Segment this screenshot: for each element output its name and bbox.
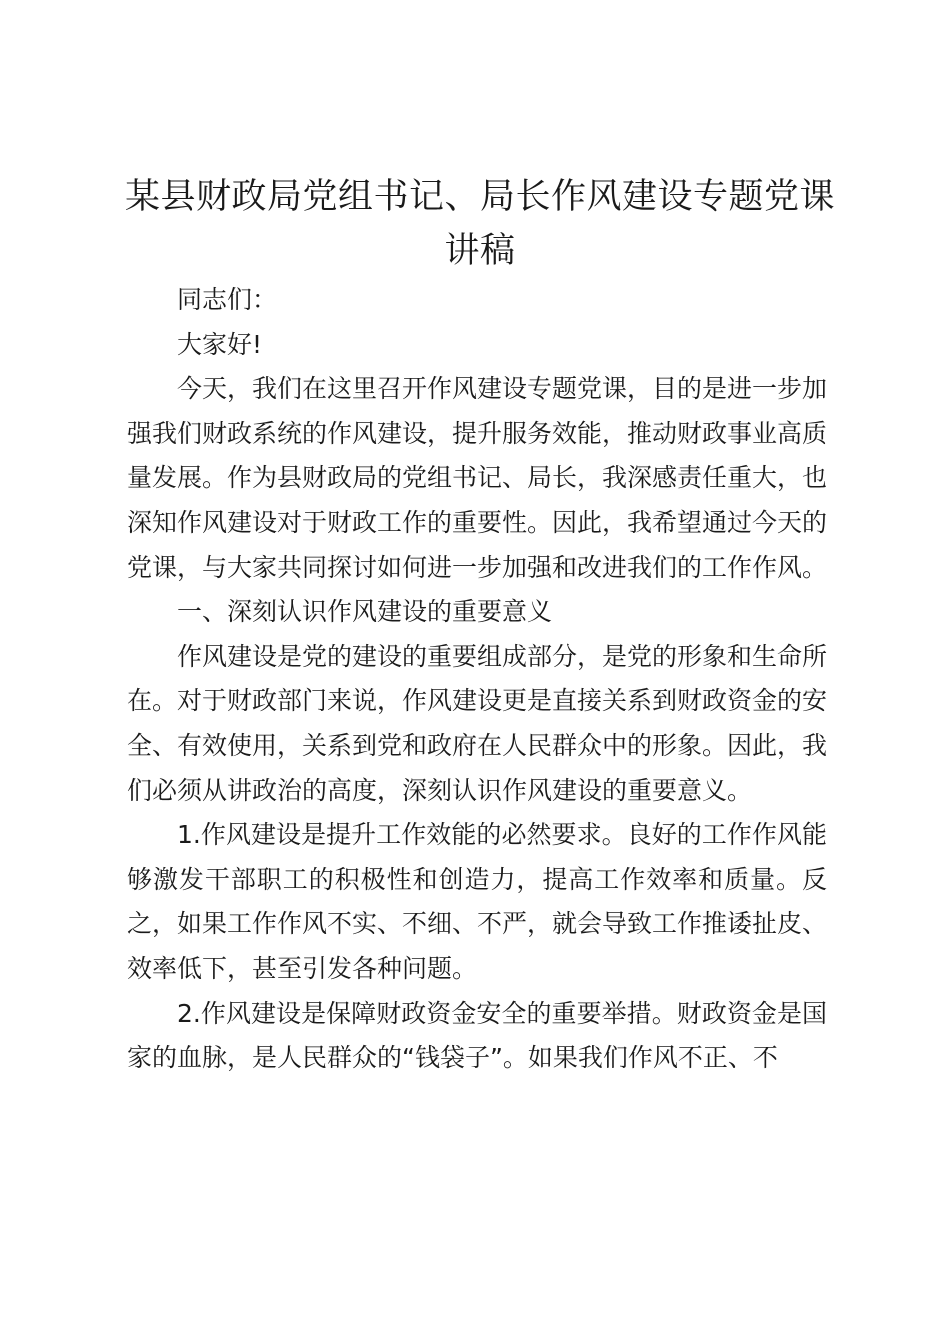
document-body [127, 278, 827, 1081]
greeting: 大家好! [177, 329, 263, 359]
paragraph-significance: 作风建设是党的建设的重要组成部分，是党的形象和生命所在。对于财政部门来说，作风建设更是直接关系到财政资金的安全、有效使用，关系到党和政府在人民群众中的形象。因此，我们必须从讲政治的高度，深刻认识作风建设的重要意义。 [127, 641, 828, 805]
salutation: 同志们： [177, 285, 278, 314]
paragraph-intro: 今天，我们在这里召开作风建设专题党课，目的是进一步加强我们财政系统的作风建设，提升服务效能，推动财政事业高质量发展。作为县财政局的党组书记、局长，我深感责任重大，也深知作风建设对于财政工作的重要性。因此，我希望通过今天的党课，与大家共同探讨如何进一步加强和改进我们的工作作风。 [127, 374, 828, 582]
document-title: 某县财政局党组书记、局长作风建设专题党课讲稿 [124, 177, 835, 271]
paragraph-point-1: 1.作风建设是提升工作效能的必然要求。良好的工作作风能够激发干部职工的积极性和创造力，提高工作效率和质量。反之，如果工作作风不实、不细、不严，就会导致工作推诿扯皮、效率低下，甚至引发各种问题。 [127, 820, 828, 983]
paragraph-point-2: 2.作风建设是保障财政资金安全的重要举措。财政资金是国家的血脉，是人民群众的“钱袋子”。如果我们作风不正、不 [127, 998, 827, 1073]
section-heading-1: 一、深刻认识作风建设的重要意义 [177, 597, 553, 627]
